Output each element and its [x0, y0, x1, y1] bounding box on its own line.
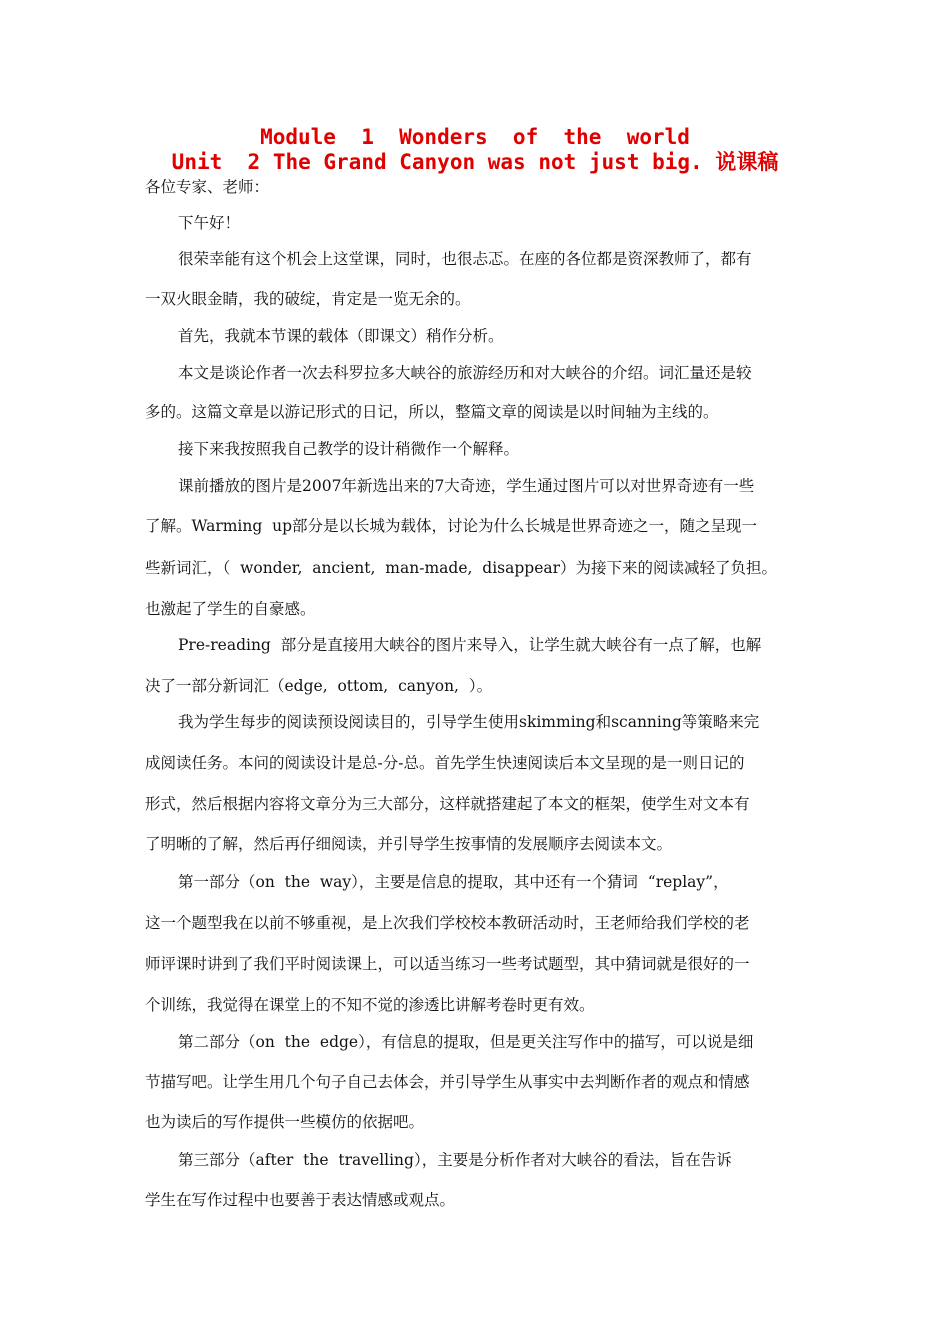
paragraph-line: 第二部分（on the edge），有信息的提取，但是更关注写作中的描写，可以说是细 — [178, 1033, 754, 1051]
paragraph-line: 这一个题型我在以前不够重视，是上次我们学校校本教研活动时，王老师给我们学校的老 — [145, 914, 750, 932]
paragraph-line: 个训练，我觉得在课堂上的不知不觉的渗透比讲解考卷时更有效。 — [145, 996, 595, 1014]
paragraph-line: 学生在写作过程中也要善于表达情感或观点。 — [145, 1191, 456, 1209]
paragraph-line: 了解。Warming up部分是以长城为载体，讨论为什么长城是世界奇迹之一，随之呈现一 — [145, 517, 758, 535]
paragraph-line: 本文是谈论作者一次去科罗拉多大峡谷的旅游经历和对大峡谷的介绍。词汇量还是较 — [178, 364, 752, 382]
paragraph-line: 形式，然后根据内容将文章分为三大部分，这样就搭建起了本文的框架，使学生对文本有 — [145, 795, 750, 813]
paragraph-line: 接下来我按照我自己教学的设计稍微作一个解释。 — [178, 440, 520, 458]
paragraph-line: 我为学生每步的阅读预设阅读目的，引导学生使用skimming和scanning等策略来完 — [178, 713, 760, 731]
paragraph-line: 师评课时讲到了我们平时阅读课上，可以适当练习一些考试题型，其中猜词就是很好的一 — [145, 955, 750, 973]
paragraph-line: 成阅读任务。本问的阅读设计是总-分-总。首先学生快速阅读后本文呈现的是一则日记的 — [145, 754, 745, 772]
paragraph-line: 些新词汇，（ wonder, ancient, man-made, disappear）为接下来的阅读减轻了负担。 — [145, 559, 778, 577]
paragraph-line: 第一部分（on the way），主要是信息的提取，其中还有一个猜词 “replay”， — [178, 873, 729, 891]
salutation: 各位专家、老师： — [145, 178, 270, 196]
paragraph-line: Pre-reading 部分是直接用大峡谷的图片来导入，让学生就大峡谷有一点了解，也解 — [178, 636, 762, 654]
paragraph-line: 课前播放的图片是2007年新选出来的7大奇迹，学生通过图片可以对世界奇迹有一些 — [178, 477, 755, 495]
paragraph-line: 首先，我就本节课的载体（即课文）稍作分析。 — [178, 327, 504, 345]
paragraph-line: 也激起了学生的自豪感。 — [145, 600, 316, 618]
document-title-line-1: Module 1 Wonders of the world — [260, 125, 690, 149]
paragraph-line: 节描写吧。让学生用几个句子自己去体会，并引导学生从事实中去判断作者的观点和情感 — [145, 1073, 750, 1091]
paragraph-line: 多的。这篇文章是以游记形式的日记，所以，整篇文章的阅读是以时间轴为主线的。 — [145, 403, 719, 421]
greeting: 下午好！ — [178, 214, 241, 232]
paragraph-line: 很荣幸能有这个机会上这堂课，同时，也很忐忑。在座的各位都是资深教师了，都有 — [178, 250, 752, 268]
document-title-line-2: Unit 2 The Grand Canyon was not just big. 说课稿 — [171, 150, 779, 174]
paragraph-line: 第三部分（after the travelling），主要是分析作者对大峡谷的看法，旨在告诉 — [178, 1151, 732, 1169]
paragraph-line: 了明晰的了解，然后再仔细阅读，并引导学生按事情的发展顺序去阅读本文。 — [145, 835, 673, 853]
paragraph-line: 一双火眼金睛，我的破绽，肯定是一览无余的。 — [145, 290, 471, 308]
paragraph-line: 决了一部分新词汇（edge, ottom, canyon, ）。 — [145, 677, 493, 695]
paragraph-line: 也为读后的写作提供一些模仿的依据吧。 — [145, 1113, 425, 1131]
